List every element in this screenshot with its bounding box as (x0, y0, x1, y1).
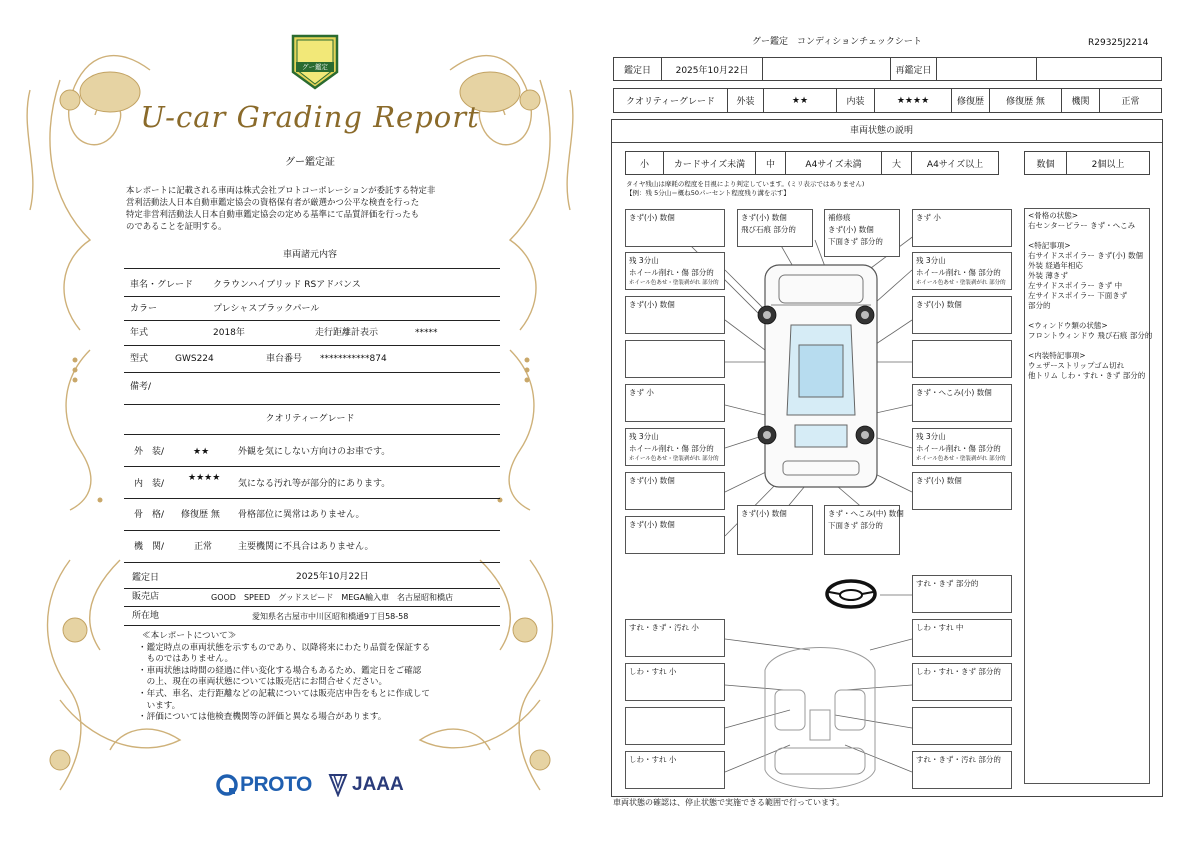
rule (124, 404, 500, 405)
color-value: プレシャスブラックパール (213, 304, 320, 314)
year-label: 年式 (130, 328, 149, 338)
ext-comment-box (737, 209, 813, 247)
grade-desc: 気になる汚れ等が部分的にあります。 (238, 479, 391, 489)
remark-line (1028, 341, 1146, 351)
comment-text: ホイール削れ・傷 部分的 (629, 444, 714, 453)
about-item: ・鑑定時点の車両状態を示すものであり、以降将来にわたり品質を保証する (138, 642, 431, 653)
cert-line: 特定非営利活動法人日本自動車鑑定協会の定める基準にて品質評価を行ったも (126, 209, 420, 219)
ext-comment-box (625, 516, 725, 554)
color-label: カラー (130, 304, 158, 314)
grade-label: 骨 格/ (134, 510, 165, 520)
goo-kantei-logo (287, 32, 343, 92)
footer-note: 車両状態の確認は、停止状態で実施できる範囲で行っています。 (613, 798, 845, 807)
comment-text: きず(小) 数個 (916, 476, 962, 485)
rule (124, 434, 500, 435)
proto-logo (216, 772, 312, 798)
quality-row (613, 88, 1162, 113)
rule (124, 345, 500, 346)
tire-box (625, 428, 725, 466)
ext-comment-box (912, 472, 1012, 510)
ext-comment-box (824, 209, 900, 257)
engine-value: 正常 (1121, 97, 1140, 107)
int-comment-box (625, 663, 725, 701)
int-comment-box (625, 707, 725, 745)
rule (124, 498, 500, 499)
quality-heading: クオリティーグレード (265, 414, 355, 424)
comment-text: 下面きず 部分的 (828, 237, 883, 246)
model-label: 型式 (130, 354, 149, 364)
ext-comment-box (912, 296, 1012, 334)
cert-line: のであることを証明する。 (126, 221, 227, 231)
ext-value: ★★ (764, 89, 837, 112)
remark-line: 右センターピラー きず・へこみ (1028, 221, 1136, 230)
size-mid-desc: A4サイズ未満 (786, 152, 882, 174)
dealer-label: 販売店 (132, 592, 160, 602)
comment-text: 残 3分山 (629, 432, 659, 441)
engine-label: 機関 (1062, 89, 1100, 112)
recheck-label: 再鑑定日 (891, 58, 937, 80)
ext-comment-box (625, 296, 725, 334)
rule (124, 562, 500, 563)
grade-label: 外 装/ (134, 447, 165, 457)
remark-line: 他トリム しわ・すれ・きず 部分的 (1028, 371, 1146, 380)
ext-comment-box (912, 384, 1012, 422)
grade-desc: 外観を気にしない方向けのお車です。 (238, 447, 391, 457)
ext-comment-box (737, 505, 813, 555)
comment-text: 補修痕 (828, 213, 851, 222)
car-topview (765, 265, 877, 487)
about-section (138, 631, 498, 724)
int-label: 内装 (837, 89, 875, 112)
count-desc: 2個以上 (1091, 159, 1125, 170)
int-comment-box (912, 663, 1012, 701)
about-item: ・車両状態は時間の経過に伴い変化する場合もあるため、鑑定日をご確認 (138, 665, 422, 676)
tire-box (912, 428, 1012, 466)
year-value: 2018年 (213, 328, 245, 338)
remark-line (1028, 231, 1146, 241)
model-value: GWS224 (175, 354, 214, 364)
int-comment-box (912, 619, 1012, 657)
date-value: 2025年10月22日 (662, 58, 763, 80)
comment-text: きず(小) 数個 (629, 476, 675, 485)
comment-text: すれ・きず・汚れ 小 (629, 623, 699, 632)
rule (124, 530, 500, 531)
cert-line: 営利活動法人日本自動車鑑定協会の資格保有者が厳選かつ公平な検査を行った (126, 197, 420, 207)
rule (124, 320, 500, 321)
jaaa-logo (328, 772, 404, 798)
grade-value: ★★★★ (188, 473, 221, 483)
grade-desc: 主要機関に不具合はありません。 (238, 542, 374, 552)
int-comment-box (912, 575, 1012, 613)
rule (124, 625, 500, 626)
date-row (613, 57, 1162, 81)
about-item: ものではありません。 (138, 654, 234, 665)
grade-value: ★★ (193, 447, 210, 457)
about-item: います。 (138, 700, 181, 711)
notes-label: 備考/ (130, 382, 152, 392)
chassis-label: 車台番号 (266, 354, 303, 364)
size-legend (625, 151, 999, 175)
ext-comment-box (912, 209, 1012, 247)
comment-text: 飛び石痕 部分的 (741, 225, 796, 234)
comment-text: ホイール削れ・傷 部分的 (916, 268, 1001, 277)
report-title: U-car Grading Report (140, 100, 480, 134)
comment-text: 残 3分山 (916, 432, 946, 441)
comment-text: しわ・すれ 小 (629, 755, 677, 764)
comment-text: ホイール色あせ・塗装剥がれ 部分的 (916, 280, 1006, 286)
comment-text: ホイール削れ・傷 部分的 (629, 268, 714, 277)
comment-text: すれ・きず 部分的 (916, 579, 979, 588)
int-comment-box (625, 619, 725, 657)
size-mid: 中 (756, 152, 786, 174)
cert-title: グー鑑定証 (285, 157, 335, 168)
comment-text: きず・へこみ(小) 数個 (916, 388, 992, 397)
rule (124, 606, 500, 607)
int-comment-box (625, 751, 725, 789)
comment-text: 下面きず 部分的 (828, 521, 883, 530)
quality-label: クオリティーグレード (614, 89, 728, 112)
rule (124, 372, 500, 373)
address-label: 所在地 (132, 611, 160, 621)
rule (124, 466, 500, 467)
count-legend (1024, 151, 1150, 175)
date-label: 鑑定日 (132, 573, 160, 583)
comment-text: ホイール色あせ・塗装剥がれ 部分的 (629, 456, 719, 462)
size-large: 大 (882, 152, 912, 174)
grade-value: 正常 (194, 542, 213, 552)
grade-desc: 骨格部位に異常はありません。 (238, 510, 365, 520)
ext-label: 外装 (728, 89, 764, 112)
remark-line: <特記事項> (1028, 241, 1071, 250)
ext-comment-box (625, 384, 725, 422)
comment-text: ホイール色あせ・塗装剥がれ 部分的 (916, 456, 1006, 462)
rule (124, 588, 500, 589)
comment-text: きず 小 (629, 388, 654, 397)
comment-text: きず(小) 数個 (741, 213, 787, 222)
grade-label: 機 関/ (134, 542, 165, 552)
int-comment-box (912, 707, 1012, 745)
grade-value: 修復歴 無 (181, 510, 220, 520)
about-item: ・年式、車名、走行距離などの記載については販売店申告をもとに作成して (138, 688, 431, 699)
cert-line: 本レポートに記載される車両は株式会社プロトコーポレーションが委託する特定非 (126, 185, 436, 195)
remark-line: <ウィンドウ類の状態> (1028, 321, 1108, 330)
remark-line: <内装特記事項> (1028, 351, 1086, 360)
tire-box (625, 252, 725, 290)
comment-text: きず 小 (916, 213, 941, 222)
comment-text: きず(小) 数個 (741, 509, 787, 518)
date-label: 鑑定日 (614, 58, 662, 80)
logo-label: グー鑑定 (302, 63, 328, 71)
proto-text: PROTO (240, 773, 312, 796)
repair-value: 修復歴 無 (990, 89, 1062, 112)
ext-comment-box (625, 340, 725, 378)
count-label: 数個 (1025, 152, 1067, 174)
jaaa-mark-icon (328, 773, 348, 797)
size-small: 小 (626, 152, 664, 174)
comment-text: きず(小) 数個 (629, 213, 675, 222)
name-value: クラウンハイブリッド RSアドバンス (213, 280, 361, 290)
rule (124, 268, 500, 269)
repair-label: 修復歴 (952, 89, 990, 112)
size-small-desc: カードサイズ未満 (664, 152, 756, 174)
comment-text: しわ・すれ 小 (629, 667, 677, 676)
about-heading: ≪本レポートについて≫ (142, 631, 237, 641)
comment-text: きず・へこみ(中) 数個 (828, 509, 904, 518)
mileage-value: ***** (415, 328, 438, 338)
remark-line: <骨格の状態> (1028, 211, 1079, 220)
comment-text: きず(小) 数個 (629, 300, 675, 309)
comment-text: ホイール削れ・傷 部分的 (916, 444, 1001, 453)
jaaa-text: JAAA (352, 774, 404, 795)
ext-comment-box (625, 472, 725, 510)
remark-line: 外装 薄きず (1028, 271, 1068, 280)
comment-text: ホイール色あせ・塗装剥がれ 部分的 (629, 280, 719, 286)
about-item: ・評価については他検査機関等の評価と異なる場合があります。 (138, 712, 387, 723)
comment-text: 残 3分山 (916, 256, 946, 265)
address-value: 愛知県名古屋市中川区昭和橋通9丁目58-58 (252, 612, 409, 621)
proto-mark-icon (216, 774, 238, 796)
recheck-value (937, 58, 1037, 80)
tire-note-1: タイヤ残山は摩耗の程度を目視により判定しています。(ミリ表示ではありません) (626, 180, 865, 188)
cert-body (126, 184, 496, 232)
tire-note-2: 【例：残 5分山＝概ね50パーセント程度残り溝を示す】 (626, 189, 790, 197)
ext-comment-box (625, 209, 725, 247)
remark-line (1028, 311, 1146, 321)
dealer-value: GOOD SPEED グッドスピード MEGA輸入車 名古屋昭和橋店 (211, 593, 453, 602)
remark-line: 右サイドスポイラー きず(小) 数個 (1028, 251, 1144, 260)
cond-heading: 車両状態の説明 (850, 126, 914, 136)
remark-line: 左サイドスポイラー きず 中 (1028, 281, 1123, 290)
ext-comment-box (824, 505, 904, 555)
comment-text: きず(小) 数個 (916, 300, 962, 309)
remark-line: 左サイドスポイラー 下面きず (1028, 291, 1128, 300)
rule (612, 142, 1162, 143)
date-value: 2025年10月22日 (296, 572, 369, 582)
mileage-label: 走行距離計表示 (315, 328, 379, 338)
comment-text: きず(小) 数個 (828, 225, 874, 234)
grade-label: 内 装/ (134, 479, 165, 489)
about-item: の上、現在の車両状態については販売店にお問合せください。 (138, 677, 388, 688)
remark-line: フロントウィンドウ 飛び石痕 部分的 (1028, 331, 1153, 340)
remark-line: 外装 経過年相応 (1028, 261, 1083, 270)
blank-cell (1037, 58, 1161, 80)
chassis-value: ***********874 (320, 354, 387, 364)
rule (124, 296, 500, 297)
remark-line: 部分的 (1028, 301, 1051, 310)
sheet-id: R29325J2214 (1088, 38, 1149, 48)
remark-line: ウェザーストリップゴム切れ (1028, 361, 1125, 370)
comment-text: しわ・すれ 中 (916, 623, 964, 632)
int-value: ★★★★ (875, 89, 952, 112)
sheet-title: グー鑑定 コンディションチェックシート (752, 37, 922, 47)
comment-text: きず(小) 数個 (629, 520, 675, 529)
ext-comment-box (912, 340, 1012, 378)
int-comment-box (912, 751, 1012, 789)
steering-wheel-icon (827, 581, 875, 607)
comment-text: しわ・すれ・きず 部分的 (916, 667, 1001, 676)
name-label: 車名・グレード (130, 280, 194, 290)
comment-text: すれ・きず・汚れ 部分的 (916, 755, 1001, 764)
tire-box (912, 252, 1012, 290)
car-interior-view (765, 648, 875, 789)
size-large-desc: A4サイズ以上 (926, 159, 984, 170)
spec-heading: 車両諸元内容 (282, 250, 337, 260)
remarks-panel (1024, 208, 1153, 784)
comment-text: 残 3分山 (629, 256, 659, 265)
blank-cell (763, 58, 891, 80)
